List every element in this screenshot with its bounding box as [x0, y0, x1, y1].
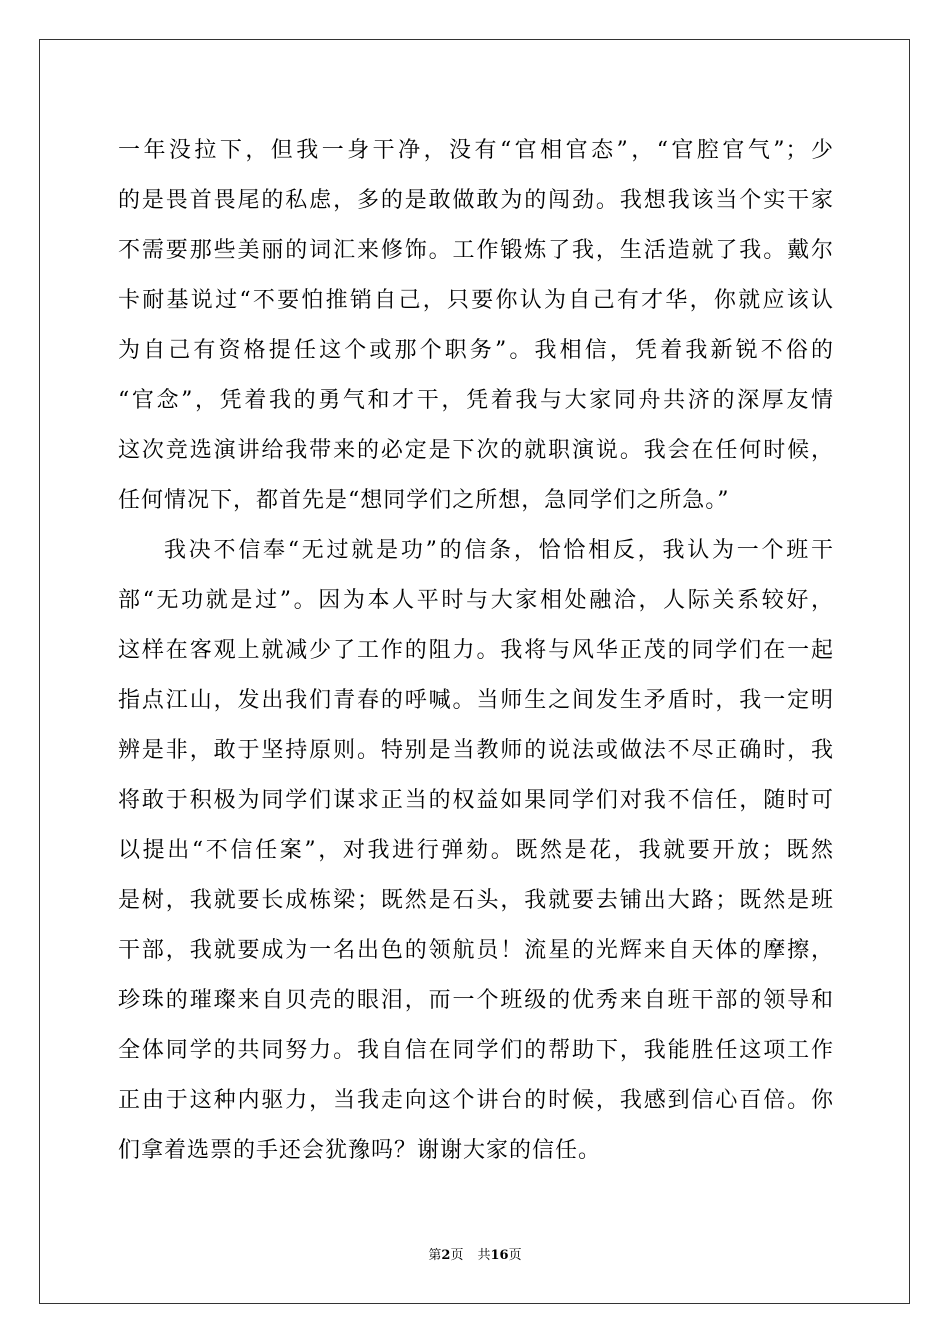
total-pages: 16	[490, 1248, 509, 1263]
page-footer	[0, 1246, 950, 1266]
text-line: 全体同学的共同努力。我自信在同学们的帮助下，我能胜任这项工作	[118, 1038, 834, 1063]
text-line: 这样在客观上就减少了工作的阻力。我将与风华正茂的同学们在一起	[118, 638, 834, 663]
text-line: 部“无功就是过”。因为本人平时与大家相处融洽，人际关系较好，	[118, 588, 834, 613]
text-line: “官念”，凭着我的勇气和才干，凭着我与大家同舟共济的深厚友情	[118, 388, 834, 413]
page-number: 2	[441, 1248, 451, 1263]
text-line: 一年没拉下，但我一身干净，没有“官相官态”，“官腔官气”；少	[118, 138, 834, 163]
text-line: 正由于这种内驱力，当我走向这个讲台的时候，我感到信心百倍。你	[118, 1088, 834, 1113]
text-line: 为自己有资格提任这个或那个职务”。我相信，凭着我新锐不俗的	[118, 338, 834, 363]
text-line: 任何情况下，都首先是“想同学们之所想，急同学们之所急。”	[118, 488, 730, 513]
text-line: 指点江山，发出我们青春的呼喊。当师生之间发生矛盾时，我一定明	[118, 688, 834, 713]
text-line: 这次竞选演讲给我带来的必定是下次的就职演说。我会在任何时候，	[118, 438, 834, 463]
text-line: 辨是非，敢于坚持原则。特别是当教师的说法或做法不尽正确时，我	[118, 738, 834, 763]
text-line: 我决不信奉“无过就是功”的信条，恰恰相反，我认为一个班干	[164, 538, 834, 563]
text-line: 干部，我就要成为一名出色的领航员！流星的光辉来自天体的摩擦，	[118, 938, 834, 963]
text-line: 以提出“不信任案”，对我进行弹劾。既然是花，我就要开放；既然	[118, 838, 834, 863]
text-line: 们拿着选票的手还会犹豫吗？谢谢大家的信任。	[118, 1138, 602, 1163]
text-line: 不需要那些美丽的词汇来修饰。工作锻炼了我，生活造就了我。戴尔	[118, 238, 834, 263]
page-suffix: 页	[450, 1248, 464, 1263]
text-line: 卡耐基说过“不要怕推销自己，只要你认为自己有才华，你就应该认	[118, 288, 834, 313]
total-prefix: 共	[477, 1248, 491, 1263]
page-prefix: 第	[428, 1248, 442, 1263]
text-line: 珍珠的璀璨来自贝壳的眼泪，而一个班级的优秀来自班干部的领导和	[118, 988, 834, 1013]
total-suffix: 页	[508, 1248, 522, 1263]
text-line: 将敢于积极为同学们谋求正当的权益如果同学们对我不信任，随时可	[118, 788, 834, 813]
document-body	[118, 126, 834, 1176]
text-line: 的是畏首畏尾的私虑，多的是敢做敢为的闯劲。我想我该当个实干家	[118, 188, 834, 213]
text-line: 是树，我就要长成栋梁；既然是石头，我就要去铺出大路；既然是班	[118, 888, 834, 913]
